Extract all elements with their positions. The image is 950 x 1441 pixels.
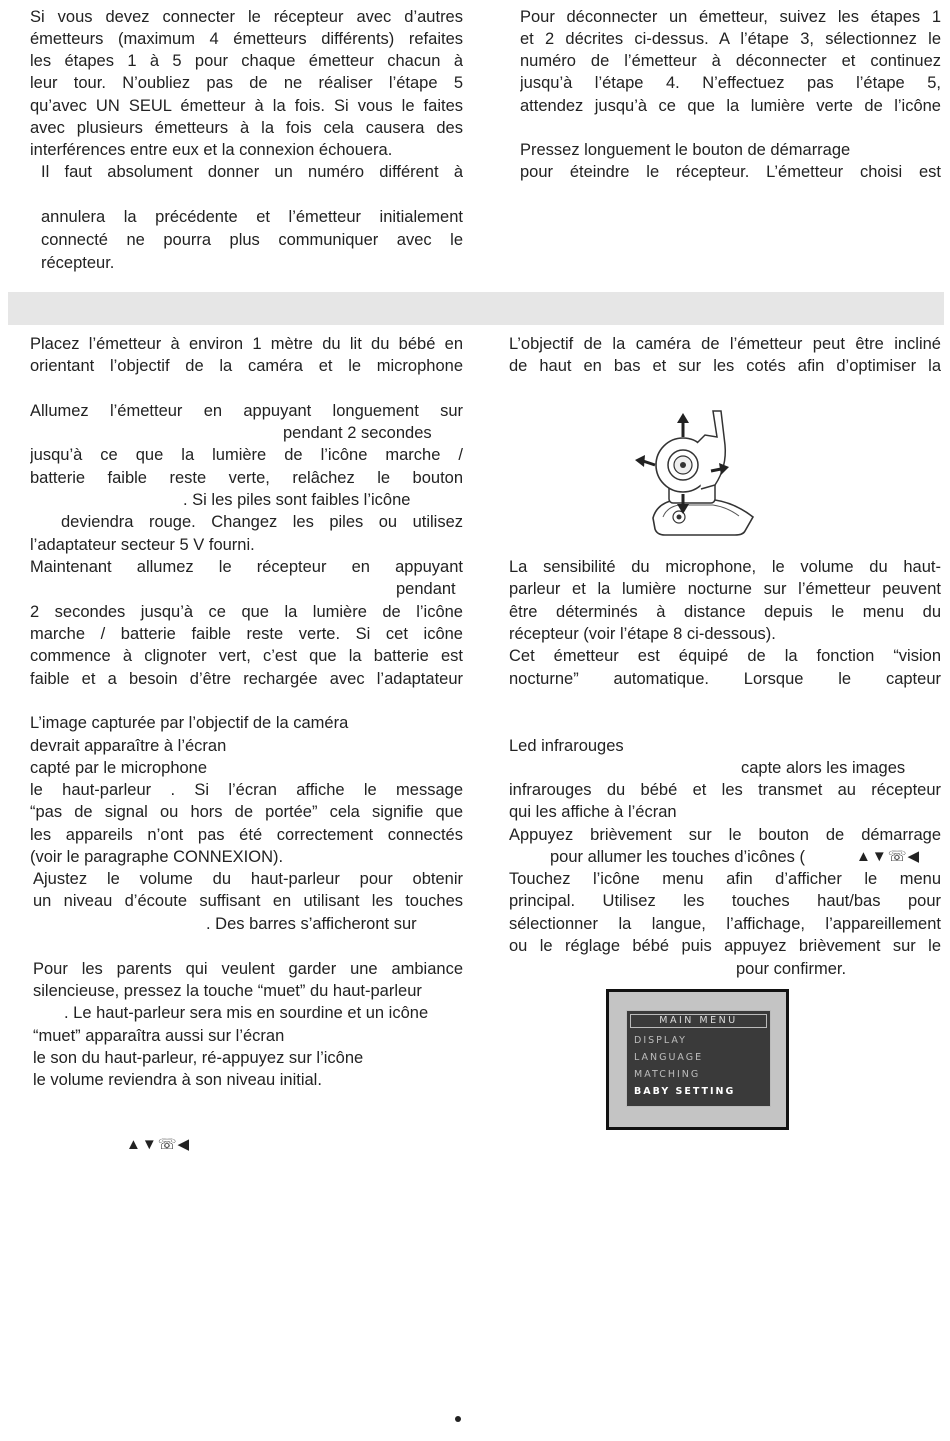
text-line: silencieuse, pressez la touche “muet” du haut-parleur — [33, 982, 422, 1000]
text-line: pendant — [396, 580, 456, 598]
text-line: . Si les piles sont faibles l’icône — [183, 491, 411, 509]
text-line: Pour déconnecter un émetteur, suivez les étapes 1 — [520, 8, 941, 26]
text-line: L’image capturée par l’objectif de la caméra — [30, 714, 349, 732]
text-line: Led infrarouges — [509, 737, 624, 755]
text-line: pour confirmer. — [736, 960, 847, 978]
text-line: le son du haut-parleur, ré-appuyez sur l’icône — [33, 1049, 364, 1067]
text-line: parleur et la lumière nocturne sur l’émetteur peuvent — [509, 580, 941, 598]
text-line: . Des barres s’afficheront sur — [206, 915, 417, 933]
text-line: orientant l’objectif de la caméra et le microphone — [30, 357, 463, 375]
text-line: faible et a besoin d’être rechargée avec l’adaptateur — [30, 670, 463, 688]
text-line: les étapes 1 à 5 pour chaque émetteur chacun à — [30, 52, 463, 70]
menu-item-display[interactable]: DISPLAY — [634, 1035, 687, 1046]
text-line: qu’avec UN SEUL émetteur à la fois. Si vous le faites — [30, 97, 463, 115]
text-line: annulera la précédente et l’émetteur initialement — [41, 208, 463, 226]
text-line: Ajustez le volume du haut-parleur pour obtenir — [33, 870, 463, 888]
text-line: Pressez longuement le bouton de démarrage — [520, 141, 851, 159]
text-line: émetteurs (maximum 4 émetteurs différents) refaites — [30, 30, 463, 48]
text-line: 2 secondes jusqu’à ce que la lumière de l’icône — [30, 603, 463, 621]
menu-item-language[interactable]: LANGUAGE — [634, 1052, 704, 1063]
text-line: principal. Utilisez les touches haut/bas pour — [509, 892, 941, 910]
text-line: Touchez l’icône menu afin d’afficher le menu — [509, 870, 941, 888]
text-line: L’objectif de la caméra de l’émetteur peut être incliné — [509, 335, 941, 353]
text-line: jusqu’à ce que la lumière de l’icône marche / — [30, 446, 463, 464]
text-line: récepteur (voir l’étape 8 ci-dessous). — [509, 625, 776, 643]
text-line: nocturne” automatique. Lorsque le capteur — [509, 670, 941, 688]
text-line: le haut-parleur . Si l’écran affiche le message — [30, 781, 463, 799]
text-line: pour allumer les touches d’icônes ( — [550, 848, 805, 866]
text-line: et 2 décrites ci-dessus. A l’étape 3, sélectionnez le — [520, 30, 941, 48]
text-line: pendant 2 secondes — [283, 424, 432, 442]
text-line: “muet” apparaîtra aussi sur l’écran — [33, 1027, 285, 1045]
text-line: Il faut absolument donner un numéro différent à — [41, 163, 463, 181]
text-line: marche / batterie faible reste verte. Si cet icône — [30, 625, 463, 643]
text-line: sélectionner la langue, l’affichage, l’appareillement — [509, 915, 941, 933]
page-bullet — [455, 1416, 461, 1422]
text-line: Maintenant allumez le récepteur en appuyant — [30, 558, 463, 576]
text-line: Allumez l’émetteur en appuyant longuement sur — [30, 402, 463, 420]
text-line: leur tour. N’oubliez pas de ne réaliser l’étape 5 — [30, 74, 463, 92]
text-line: ou le réglage bébé puis appuyez brièvement sur le — [509, 937, 941, 955]
text-line: récepteur. — [41, 254, 115, 272]
menu-panel — [626, 1010, 771, 1107]
text-line: (voir le paragraphe CONNEXION). — [30, 848, 284, 866]
text-line: qui les affiche à l’écran — [509, 803, 677, 821]
text-line: interférences entre eux et la connexion échouera. — [30, 141, 393, 159]
control-icons: ▲▼☏◀ — [856, 848, 920, 865]
text-line: avec plusieurs émetteurs à la fois cela causera des — [30, 119, 463, 137]
text-line: commence à clignoter vert, c’est que la batterie est — [30, 647, 463, 665]
camera-illustration — [635, 405, 760, 540]
text-line: Placez l’émetteur à environ 1 mètre du lit du bébé en — [30, 335, 463, 353]
text-line: Cet émetteur est équipé de la fonction “vision — [509, 647, 941, 665]
text-line: “pas de signal ou hors de portée” cela signifie que — [30, 803, 463, 821]
text-line: le volume reviendra à son niveau initial. — [33, 1071, 322, 1089]
section-header-band — [8, 292, 944, 325]
text-line: capte alors les images — [741, 759, 906, 777]
text-line: les appareils n’ont pas été correctement connectés — [30, 826, 463, 844]
text-line: connecté ne pourra plus communiquer avec le — [41, 231, 463, 249]
text-line: attendez jusqu’à ce que la lumière verte de l’icône — [520, 97, 941, 115]
text-line: capté par le microphone — [30, 759, 208, 777]
text-line: La sensibilité du microphone, le volume du haut- — [509, 558, 941, 576]
text-line: deviendra rouge. Changez les piles ou utilisez — [61, 513, 463, 531]
text-line: un niveau d’écoute suffisant en utilisant les touches — [33, 892, 463, 910]
main-menu-screen — [606, 989, 789, 1130]
text-line: Pour les parents qui veulent garder une ambiance — [33, 960, 463, 978]
control-icons: ▲▼☏◀ — [126, 1136, 190, 1153]
text-line: l’adaptateur secteur 5 V fourni. — [30, 536, 255, 554]
text-line: jusqu’à l’étape 4. N’effectuez pas l’étape 5, — [520, 74, 941, 92]
menu-item-baby-setting[interactable]: BABY SETTING — [634, 1086, 736, 1097]
menu-item-matching[interactable]: MATCHING — [634, 1069, 701, 1080]
text-line: numéro de l’émetteur à déconnecter et continuez — [520, 52, 941, 70]
text-line: Si vous devez connecter le récepteur avec d’autres — [30, 8, 463, 26]
text-line: être déterminés à distance depuis le menu du — [509, 603, 941, 621]
menu-title: MAIN MENU — [630, 1014, 767, 1028]
text-line: . Le haut-parleur sera mis en sourdine et un icône — [64, 1004, 429, 1022]
text-line: devrait apparaître à l’écran — [30, 737, 227, 755]
text-line: Appuyez brièvement sur le bouton de démarrage — [509, 826, 941, 844]
text-line: infrarouges du bébé et les transmet au récepteur — [509, 781, 941, 799]
text-line: de haut en bas et sur les cotés afin d’optimiser la — [509, 357, 941, 375]
text-line: batterie faible reste verte, relâchez le bouton — [30, 469, 463, 487]
text-line: pour éteindre le récepteur. L’émetteur choisi est — [520, 163, 941, 181]
